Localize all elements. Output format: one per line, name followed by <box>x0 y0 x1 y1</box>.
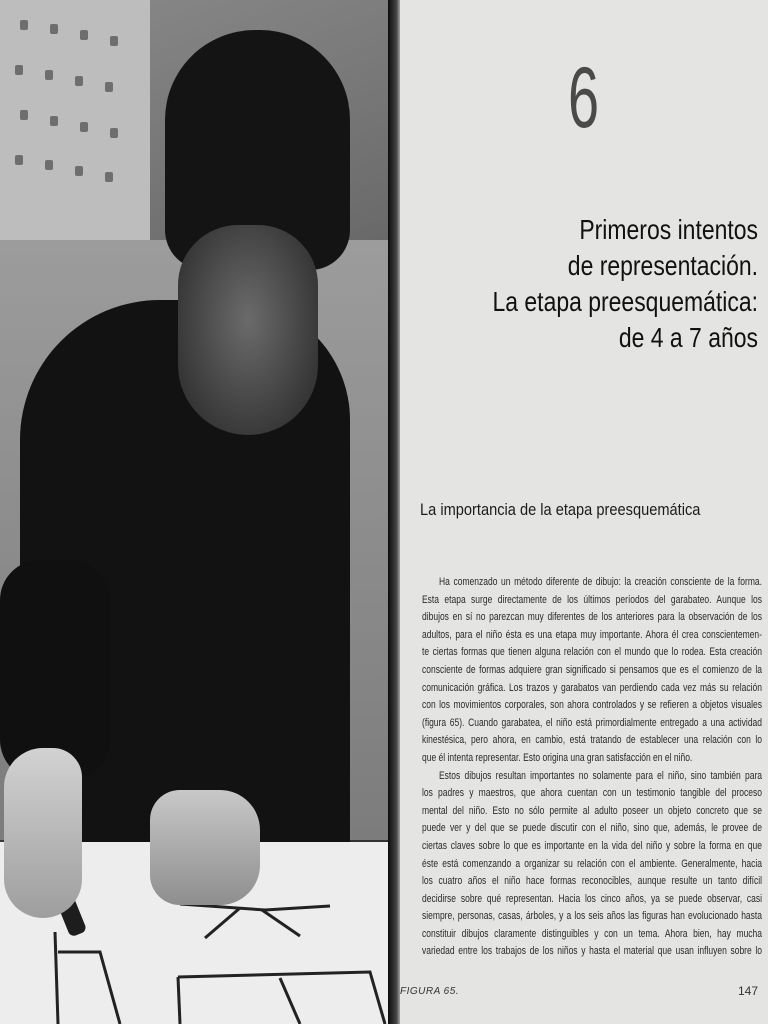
body-line: puede ver y del que se puede discutir con el niño, sino que, además, le provee de <box>422 822 762 835</box>
body-line: te ciertas formas que tienen alguna relación con el mundo que lo rodea. Esta creación <box>422 646 762 659</box>
body-line: decidirse sobre qué representan. Hacia los cinco años, ya se puede observar, casi <box>422 892 762 905</box>
body-line: (figura 65). Cuando garabatea, el niño está primordialmente entregado a una actividad <box>422 716 762 729</box>
page-number: 147 <box>737 984 758 998</box>
chapter-title-line: de 4 a 7 años <box>618 322 758 353</box>
body-line: variedad entre los trabajos de los niños y hasta el material que usan influyen sobre lo <box>422 945 762 958</box>
body-line: los padres y maestros, que ahora cuentan con un testimonio tangible del proceso <box>422 787 762 800</box>
body-line: siempre, personas, casas, árboles, y a los seis años las figuras han evolucionado hasta <box>422 910 762 923</box>
body-line: adultos, para el niño ésta es una etapa muy importante. Ahora él crea conscientemen- <box>422 628 762 641</box>
body-text <box>422 574 762 961</box>
body-line: ciertas claves sobre lo que es importante en la vida del niño y sobre la forma en que <box>422 839 762 852</box>
body-line: dibujos en sí no parezcan muy diferentes de los anteriores para la observación de los <box>422 611 762 624</box>
child-arm <box>0 560 110 780</box>
body-line: éste está comenzando a organizar su relación con el ambiente. Generalmente, hacia <box>422 857 762 870</box>
text-page <box>400 0 768 1024</box>
body-line: Ha comenzado un método diferente de dibujo: la creación consciente de la forma. <box>439 576 762 588</box>
body-line: comunicación gráfica. Los trazos y garabatos van perdiendo cada vez más su relación <box>422 681 762 694</box>
body-line: los cuatro años el niño hace formas reconocibles, aunque resulte un tanto difícil <box>422 875 762 888</box>
chapter-number: 6 <box>568 50 600 146</box>
body-line: Esta etapa surge directamente de los últimos períodos del garabateo. Aunque los <box>422 593 762 606</box>
chapter-title-line: de representación. <box>567 250 758 281</box>
chapter-title-line: La etapa preesquemática: <box>492 286 758 317</box>
section-heading: La importancia de la etapa preesquemática <box>420 500 701 519</box>
chapter-title-line: Primeros intentos <box>579 214 758 245</box>
body-line: mental del niño. Esto no sólo permite al adulto poseer un objeto concreto que se <box>422 804 762 817</box>
figure-caption: FIGURA 65. <box>400 986 460 997</box>
chapter-title <box>418 212 758 356</box>
body-line: constituir dibujos claramente distinguibles y con un tema. Ahora bien, hay mucha <box>422 927 762 940</box>
child-hand-left <box>4 748 82 918</box>
child-hand-right <box>150 790 260 905</box>
body-line: que él intenta representar. Esto origina una gran satisfacción en el niño. <box>422 751 693 764</box>
child-face <box>178 225 318 435</box>
body-line: consciente de formas adquiere gran significado si pensamos que es el comienzo de la <box>422 663 762 676</box>
body-line: Estos dibujos resultan importantes no solamente para el niño, sino también para <box>439 769 762 782</box>
body-line: kinestésica, pero ahora, en cambio, está tratando de establecer una relación con lo <box>422 734 762 747</box>
body-line: con los movimientos corporales, son ahora controlados y se refieren a objetos visuales <box>422 699 762 712</box>
photo-wall <box>0 0 150 240</box>
